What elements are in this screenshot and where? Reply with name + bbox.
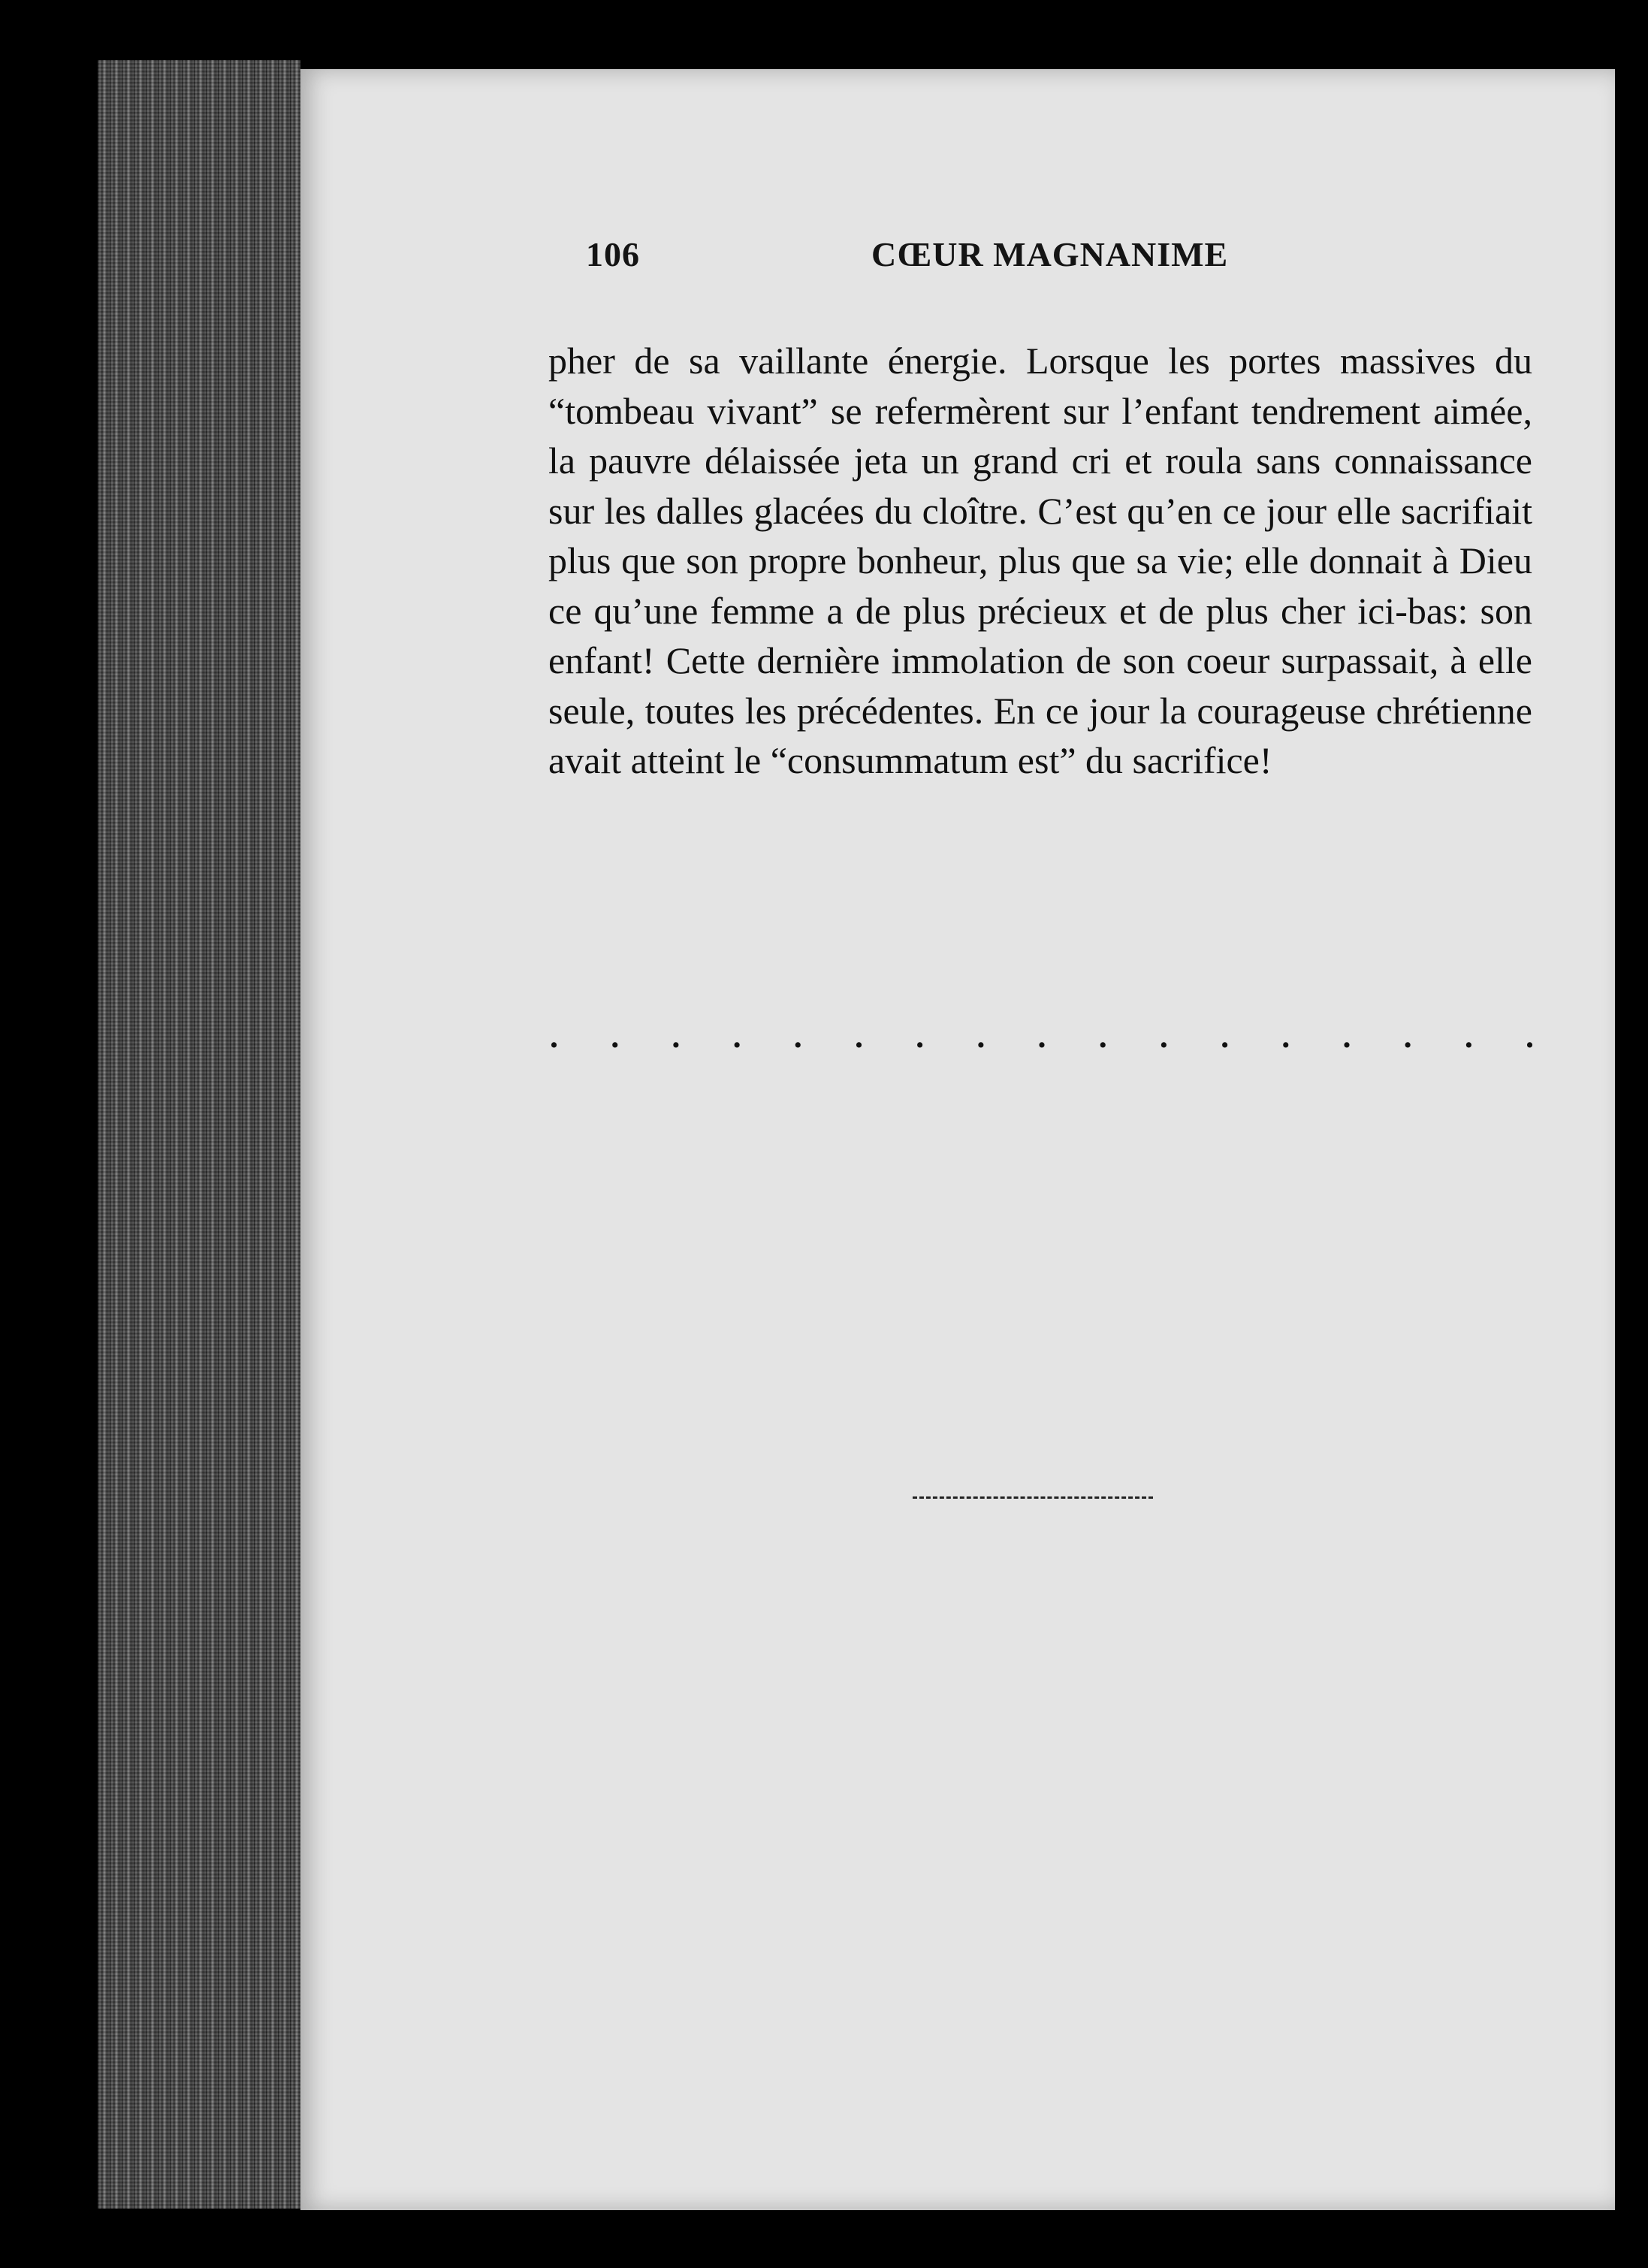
separator-dot: . xyxy=(916,1018,925,1055)
separator-dot: . xyxy=(1159,1018,1168,1055)
dot-separator xyxy=(550,1017,1534,1055)
separator-dot: . xyxy=(611,1018,620,1055)
page-number: 106 xyxy=(586,235,640,273)
separator-dot: . xyxy=(1403,1018,1412,1055)
body-paragraph: pher de sa vaillante énergie. Lorsque les portes massives du “tombeau vivant” se refermèrent sur l’enfant tendrement aimée, la pauvre délaissée jeta un grand cri et roula sans connaissance sur les dalles glacées du cloître. C’est qu’en ce jour elle sacrifiait plus que son propre bonheur, plus que sa vie; elle donnait à Dieu ce qu’une femme a de plus précieux et de plus cher ici-bas: son enfant! Cette dernière immolation de son coeur surpassait, à elle seule, toutes les précédentes. En ce jour la courageuse chrétienne avait atteint le “consummatum est” du sacrifice! xyxy=(548,340,1532,781)
separator-dot: . xyxy=(550,1018,558,1055)
separator-dot: . xyxy=(1037,1018,1046,1055)
separator-dot: . xyxy=(732,1018,741,1055)
running-title: CŒUR MAGNANIME xyxy=(871,235,1229,273)
separator-dot: . xyxy=(1526,1018,1534,1055)
separator-dot: . xyxy=(1281,1018,1290,1055)
end-rule xyxy=(913,1496,1153,1499)
separator-dot: . xyxy=(1221,1018,1230,1055)
separator-dot: . xyxy=(672,1018,681,1055)
separator-dot: . xyxy=(1098,1018,1107,1055)
separator-dot: . xyxy=(854,1018,863,1055)
book-page-edges xyxy=(98,60,300,2209)
separator-dot: . xyxy=(793,1018,802,1055)
book-page xyxy=(300,69,1615,2210)
separator-dot: . xyxy=(1464,1018,1473,1055)
separator-dot: . xyxy=(1342,1018,1351,1055)
separator-dot: . xyxy=(976,1018,985,1055)
